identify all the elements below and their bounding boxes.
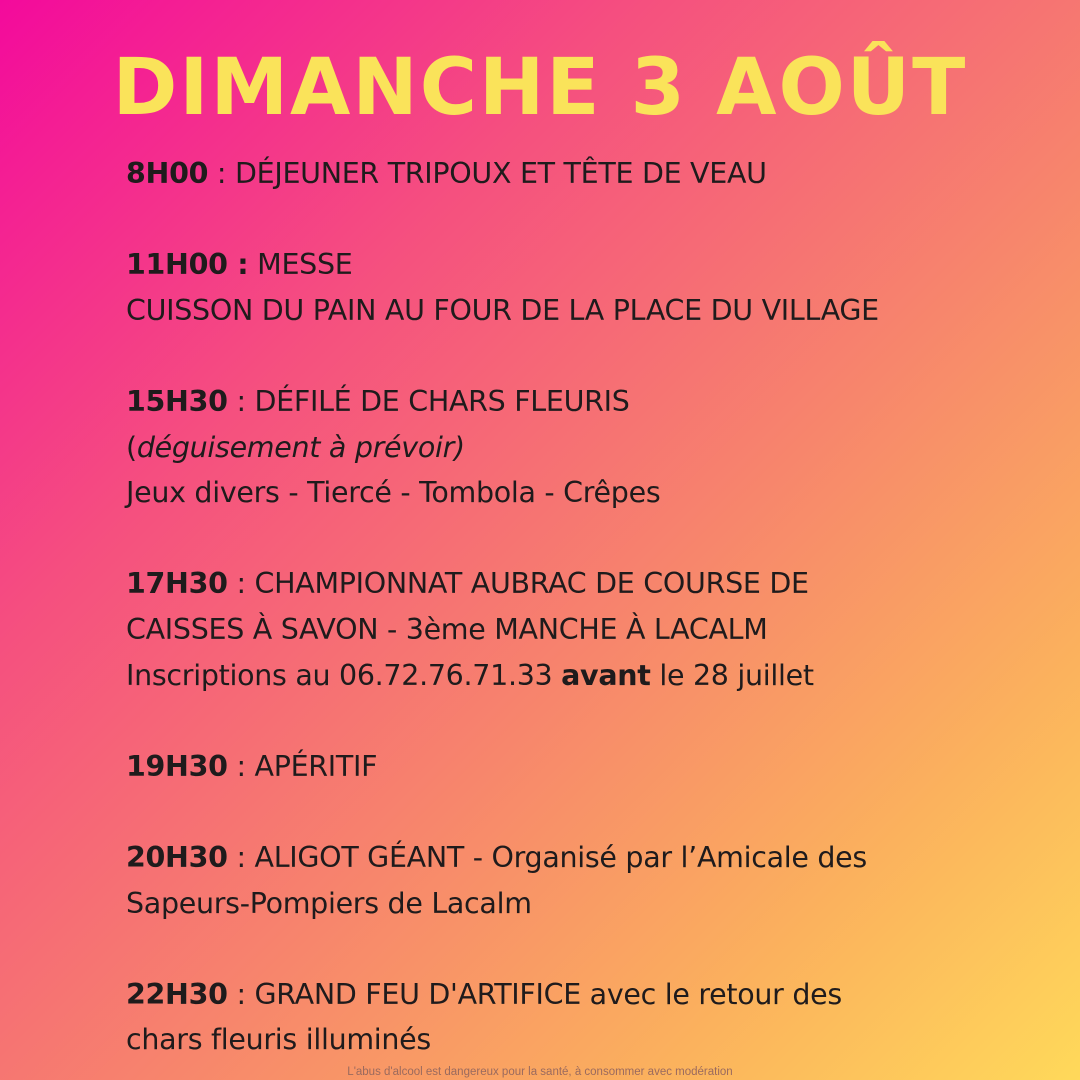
event-detail: chars fleuris illuminés bbox=[126, 1023, 431, 1057]
event-separator: : bbox=[208, 157, 235, 190]
schedule-list bbox=[126, 151, 986, 1063]
event-time: 22H30 bbox=[126, 977, 228, 1011]
event-detail: Sapeurs-Pompiers de Lacalm bbox=[126, 886, 532, 920]
event-time: 20H30 bbox=[126, 840, 228, 874]
event-separator: : bbox=[227, 567, 255, 601]
event-separator: : bbox=[227, 840, 255, 874]
event-detail: Jeux divers - Tiercé - Tombola - Crêpes bbox=[126, 476, 661, 510]
event-title: APÉRITIF bbox=[254, 749, 378, 783]
event-detail: CUISSON DU PAIN AU FOUR DE LA PLACE DU VILLAGE bbox=[126, 293, 879, 327]
page-title: DIMANCHE 3 AOÛT bbox=[112, 43, 968, 133]
event-headline bbox=[126, 972, 986, 1018]
event-headline bbox=[126, 744, 986, 790]
event-title: ALIGOT GÉANT - Organisé par l’Amicale des bbox=[254, 840, 867, 874]
event-1730 bbox=[126, 561, 986, 698]
event-title: MESSE bbox=[248, 248, 353, 282]
event-registration bbox=[126, 653, 986, 699]
event-time: 19H30 bbox=[126, 749, 228, 783]
note-paren: ( bbox=[126, 430, 137, 464]
event-detail: CAISSES À SAVON - 3ème MANCHE À LACALM bbox=[126, 612, 768, 646]
event-headline bbox=[126, 561, 986, 607]
event-time: 8H00 bbox=[126, 157, 209, 190]
event-separator: : bbox=[227, 977, 255, 1011]
event-title: DÉJEUNER TRIPOUX ET TÊTE DE VEAU bbox=[234, 157, 767, 190]
event-note bbox=[126, 425, 986, 471]
event-2230 bbox=[126, 972, 986, 1063]
event-headline bbox=[126, 379, 986, 425]
event-0800 bbox=[126, 151, 986, 197]
event-1100 bbox=[126, 242, 986, 333]
event-separator: : bbox=[227, 749, 255, 783]
event-title: GRAND FEU D'ARTIFICE avec le retour des bbox=[254, 977, 842, 1011]
registration-text: Inscriptions au 06.72.76.71.33 bbox=[126, 658, 562, 692]
note-text: déguisement à prévoir) bbox=[136, 430, 465, 464]
event-time: 11H00 : bbox=[126, 248, 249, 282]
event-1530 bbox=[126, 379, 986, 516]
event-title: DÉFILÉ DE CHARS FLEURIS bbox=[254, 384, 630, 418]
event-time: 15H30 bbox=[126, 384, 228, 418]
event-headline bbox=[126, 242, 986, 288]
registration-emphasis: avant bbox=[561, 658, 651, 692]
event-time: 17H30 bbox=[126, 567, 228, 601]
event-headline bbox=[126, 151, 986, 197]
alcohol-warning: L'abus d'alcool est dangereux pour la santé, à consommer avec modération bbox=[347, 1066, 733, 1078]
event-separator: : bbox=[227, 384, 255, 418]
registration-deadline: le 28 juillet bbox=[650, 658, 814, 692]
event-2030 bbox=[126, 835, 986, 926]
event-1930 bbox=[126, 744, 986, 790]
event-headline bbox=[126, 835, 986, 881]
event-title: CHAMPIONNAT AUBRAC DE COURSE DE bbox=[254, 567, 809, 601]
